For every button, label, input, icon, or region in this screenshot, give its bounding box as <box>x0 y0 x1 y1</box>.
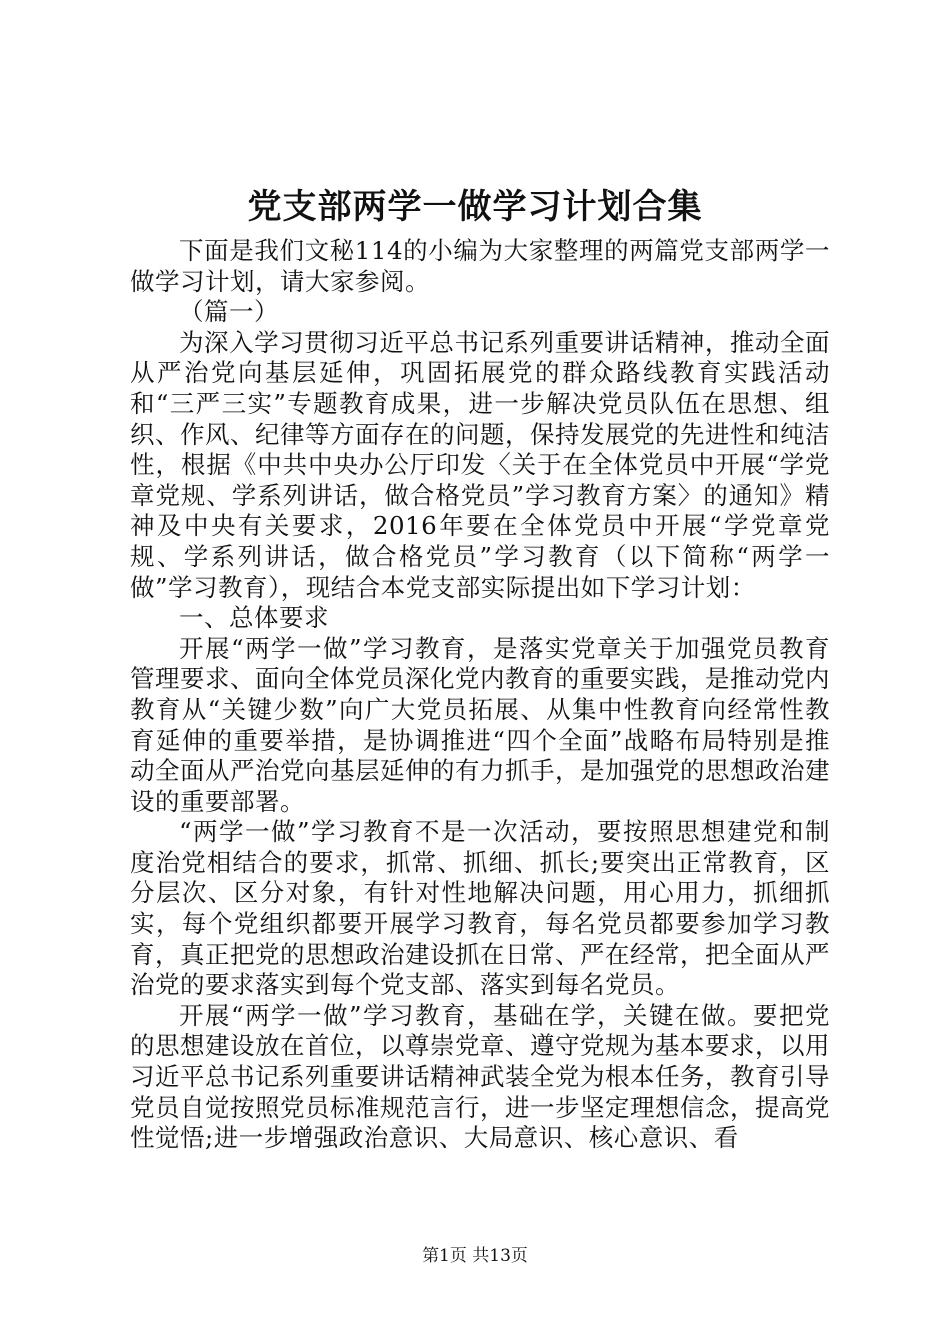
document-body <box>130 236 830 1154</box>
intro-paragraph: 下面是我们文秘114的小编为大家整理的两篇党支部两学一做学习计划，请大家参阅。 <box>130 236 830 296</box>
section-heading: 一、总体要求 <box>179 603 329 633</box>
page-number-footer: 第1页 共13页 <box>422 1246 528 1266</box>
body-paragraph: “两学一做”学习教育不是一次活动，要按照思想建党和制度治党相结合的要求，抓常、抓细、抓长;要突出正常教育，区分层次、区分对象，有针对性地解决问题，用心用力，抓细抓实，每个党组织都要开展学习教育，每名党员都要参加学习教育，真正把党的思想政治建设抓在日常、严在经常，把全面从严治党的要求落实到每个党支部、落实到每名党员。 <box>130 817 830 1000</box>
document-title: 党支部两学一做学习计划合集 <box>247 187 703 227</box>
body-paragraph: 开展“两学一做”学习教育，是落实党章关于加强党员教育管理要求、面向全体党员深化党内教育的重要实践，是推动党内教育从“关键少数”向广大党员拓展、从集中性教育向经常性教育延伸的重要举措，是协调推进“四个全面”战略布局特别是推动全面从严治党向基层延伸的有力抓手，是加强党的思想政治建设的重要部署。 <box>130 633 830 816</box>
body-paragraph: 为深入学习贯彻习近平总书记系列重要讲话精神，推动全面从严治党向基层延伸，巩固拓展党的群众路线教育实践活动和“三严三实”专题教育成果，进一步解决党员队伍在思想、组织、作风、纪律等方面存在的问题，保持发展党的先进性和纯洁性，根据《中共中央办公厅印发〈关于在全体党员中开展“学党章党规、学系列讲话，做合格党员”学习教育方案〉的通知》精神及中央有关要求，2016年要在全体党员中开展“学党章党规、学系列讲话，做合格党员”学习教育（以下简称“两学一做”学习教育），现结合本党支部实际提出如下学习计划： <box>130 327 830 602</box>
body-paragraph: 开展“两学一做”学习教育，基础在学，关键在做。要把党的思想建设放在首位，以尊崇党章、遵守党规为基本要求，以用习近平总书记系列重要讲话精神武装全党为根本任务，教育引导党员自觉按照党员标准规范言行，进一步坚定理想信念，提高党性觉悟;进一步增强政治意识、大局意识、核心意识、看 <box>130 1000 830 1153</box>
section-marker: （篇一） <box>179 297 279 327</box>
